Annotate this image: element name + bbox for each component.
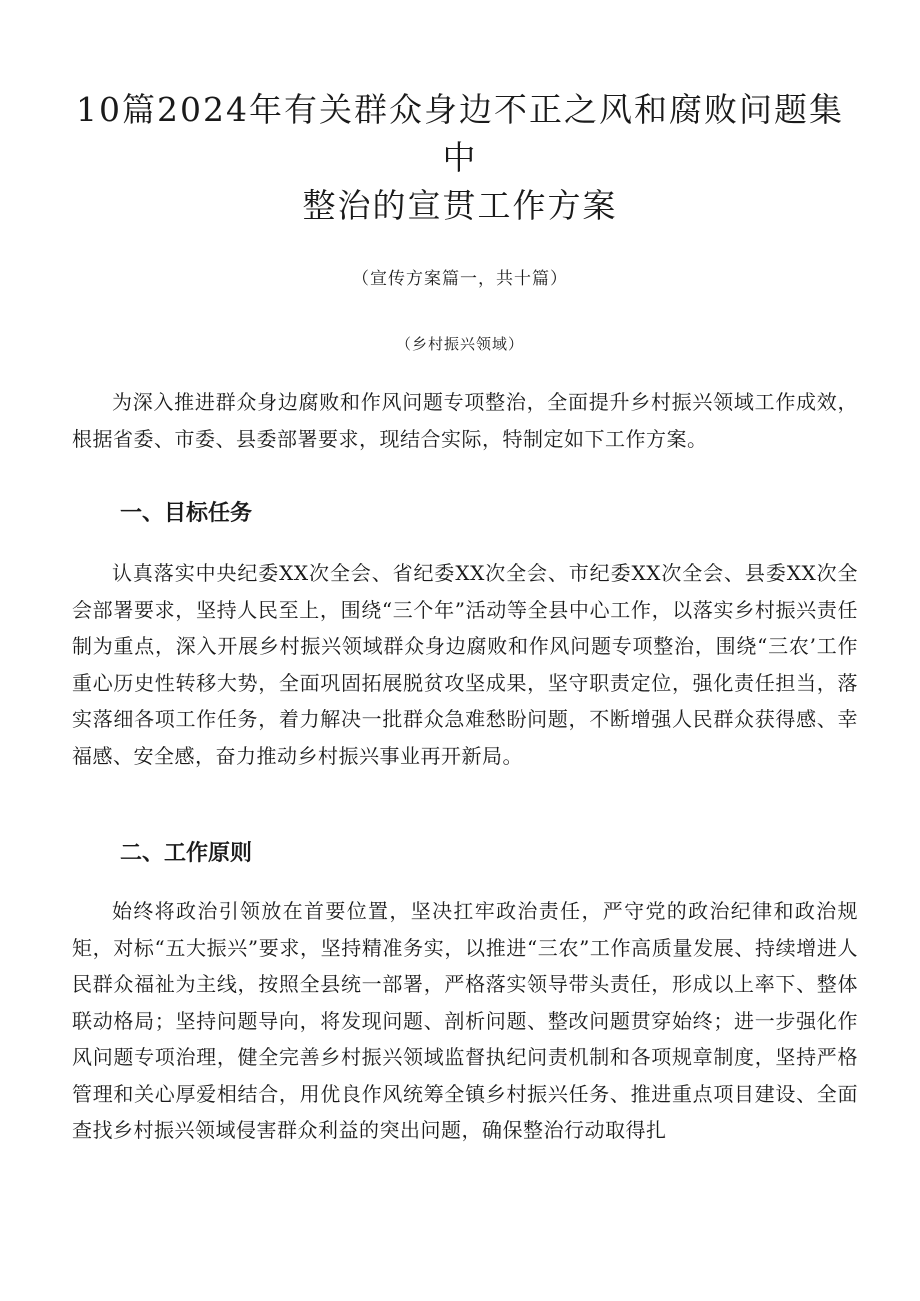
section-heading-goals: 一、目标任务 xyxy=(120,501,253,526)
document-subtitle: （宣传方案篇一，共十篇） xyxy=(352,269,568,289)
section-heading-principles: 二、工作原则 xyxy=(120,841,253,866)
section-paragraph-principles: 始终将政治引领放在首要位置，坚决扛牢政治责任，严守党的政治纪律和政治规矩，对标“五大振兴”要求，坚持精准务实，以推进“三农”工作高质量发展、持续增进人民群众福祉为主线，按照全县统一部署，严格落实领导带头责任，形成以上率下、整体联动格局；坚持问题导向，将发现问题、剖析问题、整改问题贯穿始终；进一步强化作风问题专项治理，健全完善乡村振兴领域监督执纪问责机制和各项规章制度，坚持严格管理和关心厚爱相结合，用优良作风统筹全镇乡村振兴任务、推进重点项目建设、全面查找乡村振兴领域侵害群众利益的突出问题，确保整治行动取得扎 xyxy=(72,899,858,1142)
document-title xyxy=(60,86,860,230)
intro-paragraph: 为深入推进群众身边腐败和作风问题专项整治，全面提升乡村振兴领域工作成效，根据省委、市委、县委部署要求，现结合实际，特制定如下工作方案。 xyxy=(72,390,858,451)
title-line-1: 10篇2024年有关群众身边不正之风和腐败问题集中 xyxy=(76,90,844,177)
section-paragraph-goals: 认真落实中央纪委XX次全会、省纪委XX次全会、市纪委XX次全会、县委XX次全会部署要求，坚持人民至上，围绕“三个年”活动等全县中心工作，以落实乡村振兴责任制为重点，深入开展乡村振兴领域群众身边腐败和作风问题专项整治，围绕“三农’工作重心历史性转移大势，全面巩固拓展脱贫攻坚成果，坚守职责定位，强化责任担当，落实落细各项工作任务，着力解决一批群众急难愁盼问题，不断增强人民群众获得感、幸福感、安全感，奋力推动乡村振兴事业再开新局。 xyxy=(72,561,858,768)
title-line-2: 整治的宣贯工作方案 xyxy=(302,186,618,225)
document-field-label: （乡村振兴领域） xyxy=(395,335,524,353)
